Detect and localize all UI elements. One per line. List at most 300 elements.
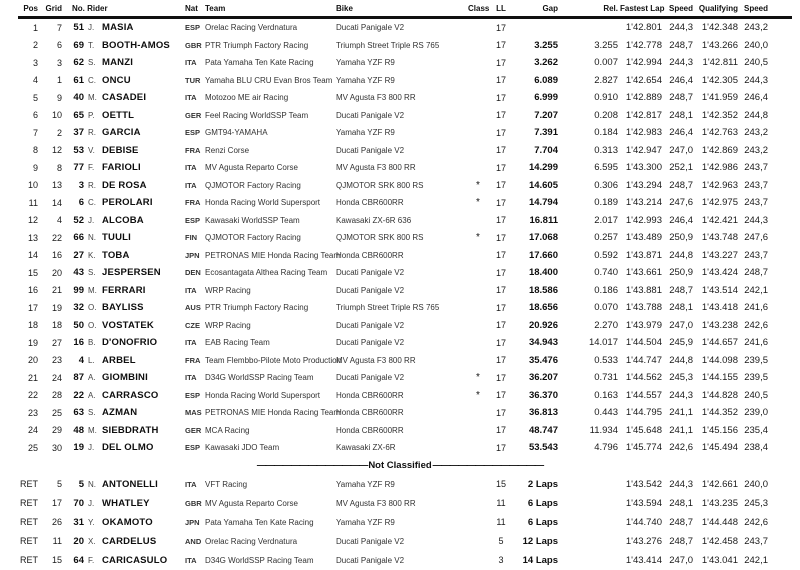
cell-class: * <box>476 197 480 209</box>
cell-fastest-speed: 246,4 <box>669 214 693 226</box>
cell-qualifying-time: 1'45.156 <box>701 424 738 436</box>
cell-team: PETRONAS MIE Honda Racing Team <box>205 408 341 418</box>
cell-team: MCA Racing <box>205 425 250 435</box>
cell-laps-completed: 17 <box>495 197 506 208</box>
cell-team: Team Flembbo-Pilote Moto Production <box>205 355 342 365</box>
table-row <box>0 334 800 352</box>
cell-relative-gap: 0.306 <box>594 179 618 191</box>
cell-fastest-speed: 252,1 <box>669 162 693 174</box>
cell-relative-gap: 0.208 <box>594 109 618 121</box>
cell-position: 2 <box>32 40 38 51</box>
cell-number: 20 <box>73 535 84 547</box>
cell-fastest-lap: 1'42.983 <box>625 127 662 139</box>
cell-laps-completed: 17 <box>495 355 506 366</box>
cell-grid: 23 <box>51 355 62 366</box>
cell-relative-gap: 11.934 <box>589 424 618 436</box>
cell-position: 13 <box>27 232 38 243</box>
cell-number: 50 <box>73 319 84 331</box>
cell-rider-name: D'ONOFRIO <box>102 337 158 349</box>
cell-fastest-speed: 245,3 <box>669 372 693 384</box>
cell-qualifying-speed: 243,2 <box>744 144 768 156</box>
cell-grid: 14 <box>51 197 62 208</box>
cell-bike: Ducati Panigale V2 <box>336 23 405 33</box>
cell-number: 99 <box>73 284 84 296</box>
cell-qualifying-time: 1'45.494 <box>701 442 738 454</box>
classified-results <box>0 19 800 457</box>
col-header-rel: Rel. <box>603 3 618 13</box>
cell-nationality: ESP <box>185 215 201 225</box>
cell-relative-gap: 0.533 <box>594 354 618 366</box>
cell-fastest-lap: 1'44.557 <box>625 389 662 401</box>
table-row <box>0 159 800 177</box>
cell-fastest-lap: 1'43.276 <box>625 535 662 547</box>
cell-bike: Kawasaki ZX-6R <box>336 443 396 453</box>
cell-rider-name: ONCU <box>102 74 131 86</box>
cell-rider-name: JESPERSEN <box>102 267 161 279</box>
col-header-nat: Nat <box>185 3 198 13</box>
cell-grid: 18 <box>51 320 62 331</box>
cell-qualifying-time: 1'43.424 <box>701 267 738 279</box>
cell-qualifying-time: 1'43.266 <box>701 39 738 51</box>
cell-relative-gap: 0.740 <box>594 267 618 279</box>
cell-qualifying-speed: 242,6 <box>744 319 768 331</box>
cell-position: 5 <box>32 92 38 103</box>
cell-team: EAB Racing Team <box>205 338 270 348</box>
cell-nationality: CZE <box>185 320 200 330</box>
cell-rider-name: WHATLEY <box>102 497 150 509</box>
table-row <box>0 282 800 300</box>
cell-laps-completed: 17 <box>495 425 506 436</box>
cell-initial: R. <box>88 180 96 190</box>
cell-qualifying-time: 1'44.828 <box>701 389 738 401</box>
cell-relative-gap: 0.257 <box>594 232 618 244</box>
cell-laps-completed: 15 <box>495 479 506 489</box>
cell-fastest-lap: 1'43.979 <box>625 319 662 331</box>
cell-nationality: GER <box>185 110 202 120</box>
table-row <box>0 369 800 387</box>
cell-bike: Yamaha YZF R9 <box>336 479 395 489</box>
cell-position: 3 <box>32 57 38 68</box>
cell-initial: N. <box>88 233 96 243</box>
cell-position: 14 <box>27 250 38 261</box>
cell-fastest-speed: 244,8 <box>669 354 693 366</box>
cell-initial: J. <box>88 215 95 225</box>
cell-fastest-lap: 1'42.994 <box>625 57 662 69</box>
cell-laps-completed: 17 <box>495 92 506 103</box>
cell-bike: Ducati Panigale V2 <box>336 145 405 155</box>
cell-relative-gap: 3.255 <box>594 39 618 51</box>
cell-position: 11 <box>28 197 38 208</box>
cell-position: 12 <box>27 215 38 226</box>
cell-initial: O. <box>88 320 97 330</box>
cell-nationality: TUR <box>185 75 201 85</box>
cell-class: * <box>476 179 480 191</box>
cell-fastest-speed: 250,9 <box>669 267 693 279</box>
cell-grid: 6 <box>56 40 62 51</box>
cell-initial: R. <box>88 128 96 138</box>
cell-nationality: JPN <box>185 250 200 260</box>
cell-number: 27 <box>73 249 84 261</box>
cell-laps-completed: 17 <box>495 215 506 226</box>
table-row <box>0 299 800 317</box>
cell-laps-completed: 17 <box>495 407 506 418</box>
cell-fastest-lap: 1'43.661 <box>625 267 662 279</box>
cell-laps-completed: 17 <box>495 57 506 68</box>
cell-fastest-lap: 1'43.489 <box>625 232 662 244</box>
cell-grid: 22 <box>51 232 62 243</box>
cell-team: GMT94-YAMAHA <box>205 128 268 138</box>
cell-fastest-lap: 1'43.542 <box>625 478 662 490</box>
cell-laps-completed: 17 <box>495 267 506 278</box>
not-classified-divider <box>0 457 800 475</box>
cell-rider-name: BOOTH-AMOS <box>102 39 170 51</box>
cell-bike: Ducati Panigale V2 <box>336 110 405 120</box>
cell-bike: Triumph Street Triple RS 765 <box>336 40 440 50</box>
cell-gap: 14 Laps <box>522 554 558 566</box>
cell-gap: 36.813 <box>528 407 558 419</box>
cell-initial: M. <box>88 425 97 435</box>
cell-number: 66 <box>73 232 84 244</box>
cell-nationality: AND <box>185 536 202 546</box>
cell-nationality: ESP <box>185 390 201 400</box>
not-classified-results <box>0 475 800 570</box>
cell-initial: C. <box>88 198 96 208</box>
cell-qualifying-time: 1'44.448 <box>701 516 738 528</box>
cell-fastest-speed: 248,1 <box>669 497 693 509</box>
cell-position: 16 <box>27 285 38 296</box>
cell-laps-completed: 17 <box>495 232 506 243</box>
cell-fastest-lap: 1'43.294 <box>625 179 662 191</box>
cell-qualifying-speed: 246,4 <box>744 92 768 104</box>
table-row <box>0 177 800 195</box>
cell-bike: MV Agusta F3 800 RR <box>336 498 416 508</box>
cell-position: 24 <box>27 425 38 436</box>
cell-grid: 15 <box>51 555 62 565</box>
cell-initial: J. <box>88 23 95 33</box>
cell-grid: 21 <box>51 285 62 296</box>
cell-number: 52 <box>73 214 84 226</box>
cell-qualifying-speed: 240,0 <box>744 478 768 490</box>
cell-rider-name: GIOMBINI <box>102 372 148 384</box>
cell-qualifying-time: 1'42.352 <box>701 109 738 121</box>
cell-bike: Ducati Panigale V2 <box>336 555 405 565</box>
cell-number: 43 <box>73 267 84 279</box>
cell-team: Pata Yamaha Ten Kate Racing <box>205 58 314 68</box>
cell-qualifying-time: 1'44.657 <box>701 337 738 349</box>
cell-gap: 7.704 <box>534 144 558 156</box>
cell-position: RET <box>20 517 38 527</box>
cell-team: Honda Racing World Supersport <box>205 198 321 208</box>
cell-grid: 19 <box>51 302 62 313</box>
cell-initial: F. <box>88 555 95 565</box>
col-header-speed-2: Speed <box>743 3 768 13</box>
cell-class: * <box>476 232 480 244</box>
table-row <box>0 72 800 90</box>
cell-rider-name: TUULI <box>102 232 131 244</box>
cell-initial: P. <box>88 110 95 120</box>
cell-bike: MV Agusta F3 800 RR <box>336 355 416 365</box>
cell-position: RET <box>20 536 38 546</box>
cell-grid: 27 <box>51 337 62 348</box>
table-row <box>0 317 800 335</box>
cell-number: 16 <box>73 337 84 349</box>
col-header-no-rider: No. Rider <box>72 3 108 13</box>
col-header-ll: LL <box>496 3 506 13</box>
cell-number: 4 <box>78 354 84 366</box>
cell-grid: 1 <box>56 75 62 86</box>
cell-rider-name: FERRARI <box>102 284 146 296</box>
cell-number: 69 <box>73 39 84 51</box>
cell-number: 53 <box>73 144 84 156</box>
cell-grid: 26 <box>51 517 62 527</box>
cell-qualifying-speed: 243,7 <box>744 249 768 261</box>
cell-qualifying-time: 1'42.986 <box>701 162 738 174</box>
table-row <box>0 229 800 247</box>
cell-bike: Ducati Panigale V2 <box>336 320 405 330</box>
table-row <box>0 19 800 37</box>
cell-grid: 4 <box>56 215 62 226</box>
cell-nationality: ITA <box>185 180 197 190</box>
cell-team: PETRONAS MIE Honda Racing Team <box>205 250 341 260</box>
cell-nationality: FIN <box>185 233 198 243</box>
cell-bike: Yamaha YZF R9 <box>336 58 395 68</box>
cell-fastest-speed: 244,3 <box>669 22 693 34</box>
cell-laps-completed: 17 <box>495 180 506 191</box>
cell-rider-name: ANTONELLI <box>102 478 158 490</box>
cell-bike: Honda CBR600RR <box>336 198 404 208</box>
cell-team: D34G WorldSSP Racing Team <box>205 373 314 383</box>
cell-fastest-speed: 247,6 <box>669 197 693 209</box>
cell-qualifying-time: 1'42.661 <box>701 478 738 490</box>
cell-qualifying-time: 1'42.763 <box>701 127 738 139</box>
cell-qualifying-time: 1'44.352 <box>701 407 738 419</box>
cell-initial: J. <box>88 498 95 508</box>
cell-laps-completed: 17 <box>495 390 506 401</box>
cell-rider-name: AZMAN <box>102 407 138 419</box>
cell-number: 32 <box>73 302 84 314</box>
cell-qualifying-time: 1'42.975 <box>701 197 738 209</box>
cell-gap: 53.543 <box>528 442 558 454</box>
cell-position: RET <box>20 498 38 508</box>
cell-grid: 9 <box>56 92 62 103</box>
cell-position: 8 <box>32 145 38 156</box>
cell-qualifying-speed: 242,6 <box>744 516 768 528</box>
cell-nationality: DEN <box>185 268 201 278</box>
cell-bike: Ducati Panigale V2 <box>336 285 405 295</box>
cell-nationality: ITA <box>185 163 197 173</box>
cell-gap: 14.605 <box>528 179 558 191</box>
cell-rider-name: ARBEL <box>102 354 136 366</box>
cell-qualifying-speed: 240,5 <box>744 389 768 401</box>
cell-bike: Yamaha YZF R9 <box>336 128 395 138</box>
cell-grid: 24 <box>51 372 62 383</box>
cell-fastest-lap: 1'42.889 <box>625 92 662 104</box>
cell-grid: 20 <box>51 267 62 278</box>
cell-relative-gap: 4.796 <box>594 442 618 454</box>
cell-gap: 14.299 <box>528 162 558 174</box>
cell-qualifying-time: 1'44.155 <box>701 372 738 384</box>
cell-number: 3 <box>78 179 84 191</box>
cell-position: 21 <box>27 372 38 383</box>
cell-rider-name: ALCOBA <box>102 214 144 226</box>
cell-position: 17 <box>27 302 38 313</box>
divider-dashes-left: ————————————— <box>256 460 368 471</box>
table-row <box>0 194 800 212</box>
cell-nationality: ESP <box>185 23 201 33</box>
cell-qualifying-speed: 241,6 <box>744 337 768 349</box>
cell-fastest-lap: 1'42.654 <box>625 74 662 86</box>
col-header-team: Team <box>205 3 226 13</box>
cell-qualifying-speed: 243,7 <box>744 179 768 191</box>
cell-rider-name: DEL OLMO <box>102 442 154 454</box>
cell-rider-name: TOBA <box>102 249 130 261</box>
cell-rider-name: MANZI <box>102 57 134 69</box>
cell-nationality: ITA <box>185 58 197 68</box>
cell-relative-gap: 6.595 <box>594 162 618 174</box>
cell-initial: C. <box>88 75 96 85</box>
cell-number: 6 <box>78 197 84 209</box>
cell-gap: 3.255 <box>534 39 558 51</box>
col-header-fastest-lap: Fastest Lap <box>620 3 665 13</box>
cell-initial: S. <box>88 408 96 418</box>
cell-fastest-speed: 241,1 <box>669 424 693 436</box>
cell-position: 6 <box>32 110 38 121</box>
cell-rider-name: DEBISE <box>102 144 139 156</box>
col-header-pos: Pos <box>23 3 38 13</box>
cell-team: PTR Triumph Factory Racing <box>205 303 309 313</box>
cell-gap: 3.262 <box>534 57 558 69</box>
table-row <box>0 37 800 55</box>
cell-laps-completed: 17 <box>495 302 506 313</box>
cell-initial: L. <box>88 355 95 365</box>
cell-number: 77 <box>73 162 84 174</box>
cell-gap: 36.370 <box>528 389 558 401</box>
cell-fastest-lap: 1'44.747 <box>625 354 662 366</box>
divider-label: Not Classified <box>368 460 432 471</box>
cell-number: 37 <box>73 127 84 139</box>
cell-grid: 25 <box>51 407 62 418</box>
cell-grid: 16 <box>51 250 62 261</box>
cell-bike: Yamaha YZF R9 <box>336 75 395 85</box>
cell-fastest-speed: 248,7 <box>669 92 693 104</box>
cell-position: 20 <box>27 355 38 366</box>
cell-qualifying-speed: 244,8 <box>744 109 768 121</box>
cell-gap: 36.207 <box>528 372 558 384</box>
col-header-bike: Bike <box>336 3 353 13</box>
cell-qualifying-time: 1'42.869 <box>701 144 738 156</box>
cell-fastest-speed: 248,7 <box>669 516 693 528</box>
cell-nationality: FRA <box>185 198 201 208</box>
cell-initial: Y. <box>88 517 95 527</box>
cell-qualifying-time: 1'44.098 <box>701 354 738 366</box>
cell-team: VFT Racing <box>205 479 248 489</box>
cell-gap: 6 Laps <box>527 497 558 509</box>
cell-fastest-lap: 1'43.881 <box>625 284 662 296</box>
cell-qualifying-speed: 238,4 <box>744 442 768 454</box>
cell-nationality: ITA <box>185 373 197 383</box>
cell-grid: 3 <box>56 57 62 68</box>
cell-qualifying-speed: 242,1 <box>744 554 768 566</box>
cell-gap: 18.586 <box>528 284 558 296</box>
cell-nationality: ITA <box>185 93 197 103</box>
cell-grid: 8 <box>56 162 62 173</box>
cell-relative-gap: 0.910 <box>594 92 618 104</box>
cell-relative-gap: 2.270 <box>594 319 618 331</box>
cell-qualifying-time: 1'42.421 <box>701 214 738 226</box>
cell-nationality: AUS <box>185 303 201 313</box>
cell-gap: 35.476 <box>528 354 558 366</box>
cell-nationality: FRA <box>185 145 201 155</box>
cell-qualifying-speed: 243,7 <box>744 162 768 174</box>
cell-qualifying-speed: 244,3 <box>744 74 768 86</box>
cell-fastest-lap: 1'44.740 <box>625 516 662 528</box>
cell-laps-completed: 11 <box>496 498 506 508</box>
cell-fastest-speed: 241,1 <box>669 407 693 419</box>
table-row <box>0 387 800 405</box>
cell-rider-name: CARRASCO <box>102 389 159 401</box>
cell-position: 9 <box>32 162 38 173</box>
cell-bike: Honda CBR600RR <box>336 390 404 400</box>
cell-laps-completed: 17 <box>495 320 506 331</box>
cell-team: WRP Racing <box>205 320 251 330</box>
cell-position: 25 <box>27 442 38 453</box>
cell-relative-gap: 0.184 <box>594 127 618 139</box>
cell-fastest-lap: 1'43.414 <box>625 554 662 566</box>
cell-number: 51 <box>73 22 84 34</box>
cell-fastest-lap: 1'42.801 <box>625 22 662 34</box>
col-header-qualifying: Qualifying <box>698 3 738 13</box>
cell-nationality: ITA <box>185 285 197 295</box>
table-row <box>0 107 800 125</box>
cell-fastest-lap: 1'42.947 <box>625 144 662 156</box>
cell-gap: 14.794 <box>528 197 558 209</box>
cell-team: Ecosantagata Althea Racing Team <box>205 268 328 278</box>
cell-team: Kawasaki WorldSSP Team <box>205 215 300 225</box>
cell-rider-name: BAYLISS <box>102 302 144 314</box>
table-row <box>0 422 800 440</box>
cell-qualifying-time: 1'43.235 <box>701 497 738 509</box>
cell-qualifying-time: 1'42.305 <box>701 74 738 86</box>
cell-fastest-speed: 247,0 <box>669 144 693 156</box>
cell-rider-name: OETTL <box>102 109 135 121</box>
cell-fastest-speed: 244,3 <box>669 478 693 490</box>
cell-initial: A. <box>88 390 96 400</box>
cell-fastest-lap: 1'42.817 <box>625 109 662 121</box>
table-row <box>0 513 800 532</box>
cell-qualifying-speed: 240,0 <box>744 39 768 51</box>
cell-number: 61 <box>73 74 84 86</box>
cell-bike: Kawasaki ZX-6R 636 <box>336 215 412 225</box>
cell-number: 62 <box>73 57 84 69</box>
cell-class: * <box>476 372 480 384</box>
cell-relative-gap: 0.731 <box>594 372 618 384</box>
cell-initial: S. <box>88 58 96 68</box>
table-row <box>0 404 800 422</box>
cell-fastest-speed: 247,0 <box>669 319 693 331</box>
cell-team: Orelac Racing Verdnatura <box>205 23 298 33</box>
cell-gap: 16.811 <box>529 214 558 226</box>
cell-rider-name: VOSTATEK <box>102 319 154 331</box>
cell-class: * <box>476 389 480 401</box>
cell-bike: Ducati Panigale V2 <box>336 373 405 383</box>
cell-initial: M. <box>88 285 97 295</box>
table-row <box>0 352 800 370</box>
cell-qualifying-time: 1'43.041 <box>701 554 738 566</box>
cell-rider-name: CARICASULO <box>102 554 168 566</box>
table-row <box>0 264 800 282</box>
cell-grid: 11 <box>52 536 62 546</box>
cell-fastest-lap: 1'43.871 <box>625 249 662 261</box>
